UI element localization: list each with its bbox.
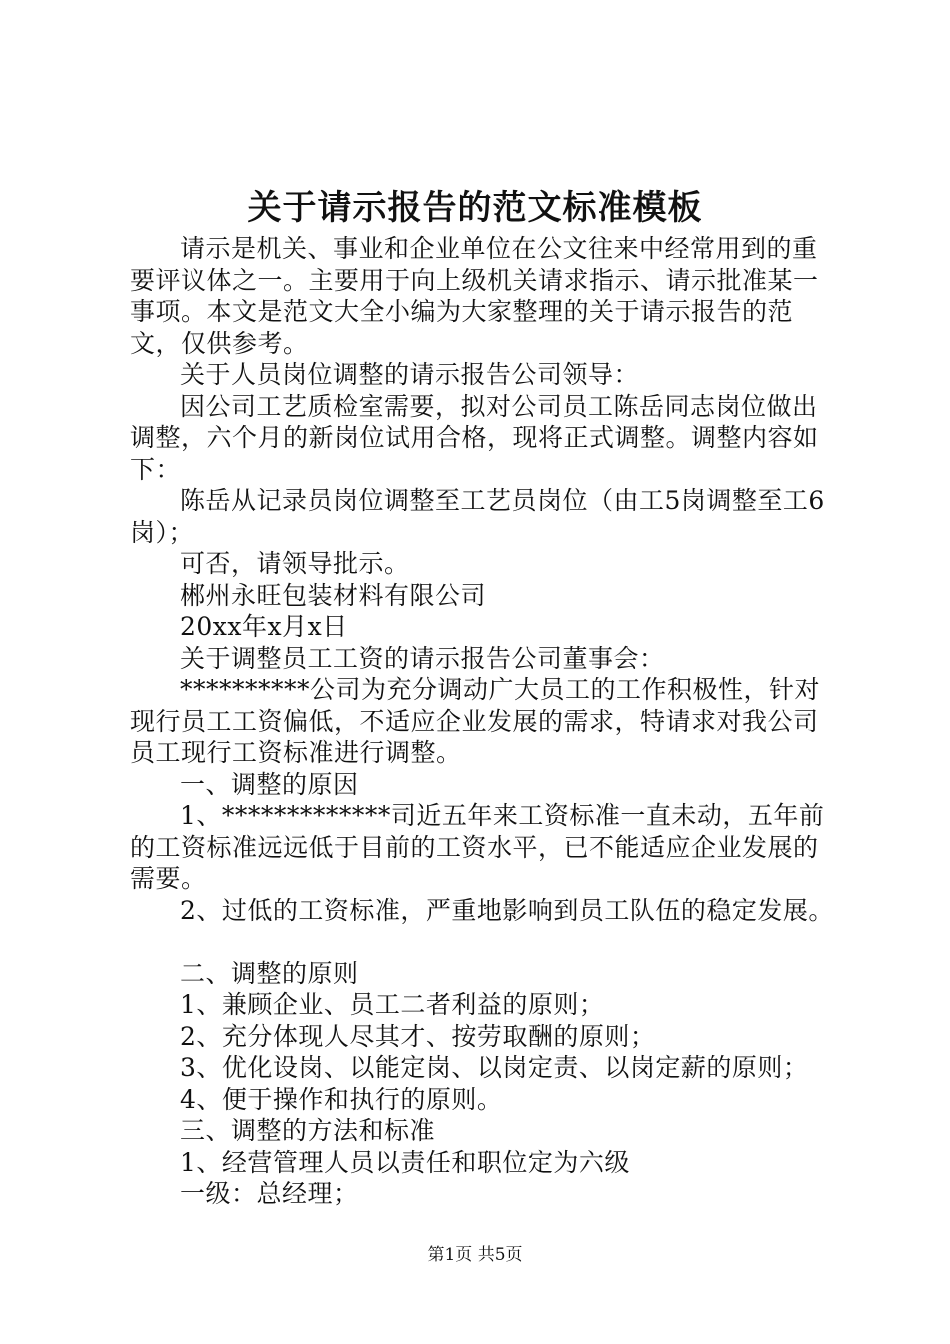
paragraph-heading-salary: 关于调整员工工资的请示报告公司董事会： <box>180 643 665 673</box>
blank-line <box>130 926 835 958</box>
document-title: 关于请示报告的范文标准模板 <box>247 188 703 228</box>
page-number-footer: 第1页 共5页 <box>427 1245 523 1265</box>
paragraph-approval-request: 可否，请领导批示。 <box>180 549 410 578</box>
paragraph-principle-2: 2、充分体现人尽其才、按劳取酬的原则； <box>180 1021 656 1051</box>
section-heading-methods: 三、调整的方法和标准 <box>180 1116 436 1145</box>
paragraph-reason-1: 1、*************司近五年来工资标准一直未动，五年前的工资标准远远低于目前的工资水平，已不能适应企业发展的需要。 <box>130 801 825 893</box>
paragraph-level-1: 一级：总经理； <box>180 1179 359 1208</box>
paragraph-principle-1: 1、兼顾企业、员工二者利益的原则； <box>180 990 605 1019</box>
paragraph-position-detail: 陈岳从记录员岗位调整至工艺员岗位（由工5岗调整至工6岗）； <box>130 486 825 547</box>
section-heading-principles: 二、调整的原则 <box>180 958 359 988</box>
paragraph-date: 20xx年x月x日 <box>180 612 348 641</box>
paragraph-method-1: 1、经营管理人员以责任和职位定为六级 <box>180 1147 630 1177</box>
document-body <box>130 233 835 1210</box>
paragraph-intro: 请示是机关、事业和企业单位在公文往来中经常用到的重要评议体之一。主要用于向上级机关请求指示、请示批准某一事项。本文是范文大全小编为大家整理的关于请示报告的范文，仅供参考。 <box>130 234 819 358</box>
paragraph-heading-position: 关于人员岗位调整的请示报告公司领导： <box>180 360 640 389</box>
paragraph-principle-3: 3、优化设岗、以能定岗、以岗定责、以岗定薪的原则； <box>180 1053 809 1082</box>
paragraph-position-reason: 因公司工艺质检室需要，拟对公司员工陈岳同志岗位做出调整，六个月的新岗位试用合格，现将正式调整。调整内容如下： <box>130 391 819 484</box>
section-heading-reasons: 一、调整的原因 <box>180 769 359 799</box>
paragraph-salary-intro: **********公司为充分调动广大员工的工作积极性，针对现行员工工资偏低，不适应企业发展的需求，特请求对我公司员工现行工资标准进行调整。 <box>130 675 821 767</box>
paragraph-company-name: 郴州永旺包装材料有限公司 <box>180 580 487 610</box>
paragraph-reason-2: 2、过低的工资标准，严重地影响到员工队伍的稳定发展。 <box>180 895 834 925</box>
paragraph-principle-4: 4、便于操作和执行的原则。 <box>180 1084 503 1114</box>
